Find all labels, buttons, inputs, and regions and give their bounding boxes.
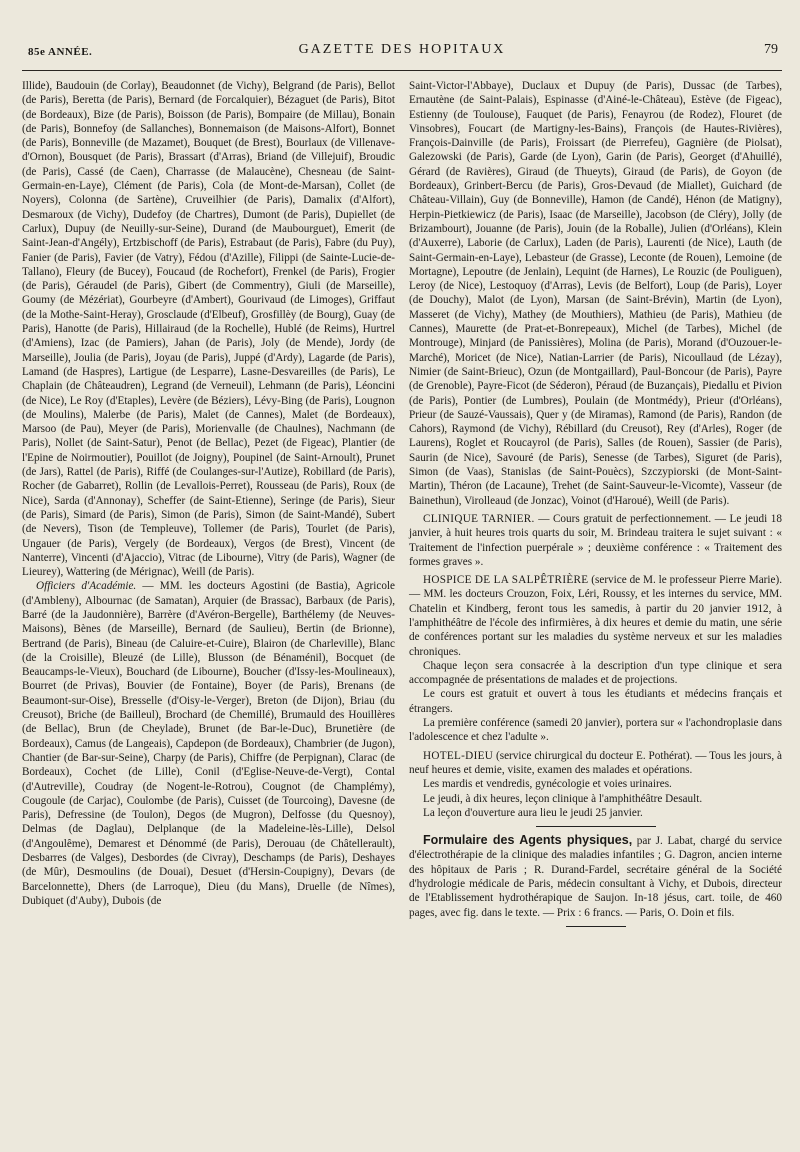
hotel-dieu-notice <box>409 749 782 778</box>
right-column <box>409 79 782 933</box>
hotel-dieu-text-3: Le jeudi, à dix heures, leçon clinique à l'amphithéâtre Desault. <box>423 792 703 805</box>
salpetriere-heading: HOSPICE DE LA SALPÊTRIÈRE <box>423 574 589 587</box>
hotel-dieu-text-2: Les mardis et vendredis, gynécologie et voies urinaires. <box>423 778 672 791</box>
salpetriere-notice <box>409 573 782 659</box>
officiers-continued: Saint-Victor-l'Abbaye), Duclaux et Dupuy (de Paris), Dussac (de Tarbes), Ernautène (de Saint-Palais), Espinasse (d'Ainé-le-Château), Estève (de Figeac), Estienny (de Toulouse), Fauquet (de Paris), Fenayrou (de Rodez), Flouret (de Vinsobres), Foucart (de Martigny-les-Bains), François (de Hautes-Rivières), François-Dainville (de Paris), Froissart (de Pierrefeu), Gagnière (de Piolsat), Galezowski (de Paris), Garde (de Lyon), Garin (de Paris), Georget (d'Ahuillé), Gérard (de Ravières), Giraud (de Thueyts), Giraud (de Paris), de Goyon (de Bordeaux), Grinbert-Bercu (de Paris), Gros-Devaud (de Miallet), Guichard (de Château-Villain), Guy (de Bonneville), Hamon (de Candé), Hénon (de Matigny), Herpin-Pietkiewicz (de Paris), Isaac (de Marseille), Jacobson (de Cléry), Jolly (de Brizambourt), Jouanne (de Paris), Jouin (de la Roballe), Julien (d'Orléans), Klein (d'Auxerre), Laborie (de Carlux), Laden (de Paris), Laurenti (de Nice), Lauth (de Saint-Germain-en-Laye), Lebasteur (de Grasse), Leconte (de Rouen), Lemoine (de Mortagne), Lepoutre (de Jenlain), Lequint (de Harnes), Le Rouzic (de Pouliguen), Leroy (de Nice), Lestoquoy (d'Arras), Levis (de Belfort), Loup (de Paris), Loyer (de Douchy), Malot (de Lyon), Marsan (de Saint-Brévin), Martin (de Lyon), Masseret (de Vichy), Mathey (de Mouthiers), Mathieu (de Paris), Mathieu (de Cannes), Maurette (de Prat-et-Bonrepeaux), Michel (de Tarbes), Michel (de Montrouge), Minjard (de Panissières), Molina (de Paris), Morand (d'Ouzouer-le-Marché), Moricet (de Nice), Natian-Larrier (de Paris), Nicoullaud (de Lézay), Nimier (de Saint-Brieuc), Ozun (de Montgaillard), Paul-Boncour (de Paris), Payre (de Grenoble), Payre-Ficot (de Séderon), Péraud (de Buzançais), Piedallu et Pivion (de Paris), Pontier (de Lumbres), Poulain (de Montmédy), Prieur (d'Orléans), Prieur (de Sauzé-Vaussais), Quer y (de Miramas), Ramond (de Paris), Randon (de Cahors), Raymond (de Vichy), Rébillard (du Creusot), Rey (d'Arles), Roger (de Laurens), Roglet et Roucayrol (de Paris), Salles (de Rouen), Sassier (de Paris), Saurin (de Nice), Savouré (de Paris), Senesse (de Tarbes), Siguret (de Paris), Simon (de Vaas), Stanislas (de Saint-Pouècs), Szczypiorski (de Mont-Saint-Martin), Théron (de Lacaune), Trehet (de Saint-Sauveur-le-Vicomte), Vasseur (de Bainethun), Virolleaud (de Jonzac), Voinot (d'Haroué), Weill (de Paris). <box>409 80 782 507</box>
section-divider <box>536 826 656 827</box>
salpetriere-text-4: La première conférence (samedi 20 janvier), portera sur « l'achondroplasie dans l'adolescence et chez l'adulte ». <box>409 717 782 744</box>
officiers-paragraph <box>22 579 395 908</box>
hotel-dieu-text-4: La leçon d'ouverture aura lieu le jeudi 25 janvier. <box>423 806 643 819</box>
formulaire-heading: Formulaire des Agents physiques, <box>423 833 633 848</box>
page-number: 79 <box>764 42 778 57</box>
text-columns <box>22 79 782 933</box>
officiers-list: — MM. les docteurs Agostini (de Bastia), Agricole (d'Ambleny), Albournac (de Samatan), Arquier (de Brassac), Barbaux (de Paris), Barré (de la Jaudonnière), Barrère (d'Avéron-Bergelle), Barthélemy (de Neuves-Maisons), Bènes (de Marseille), Bernard (de Saulieu), Bertin (de Brionne), Bertrand (de Paris), Bineau (de Caluire-et-Cuire), Blairon (de Charleville), Blanc (de la Croisille), Bleuzé (de Lille), Blusson (de Bénaménil), Bocquet (de Beaucamps-le-Vieux), Bouchard (de Libourne), Boucher (d'Issy-les-Moulineaux), Bourret (de Privas), Bouvier (de Fontaine), Boyer (de Paris), Brenans (de Beaumont-sur-Oise), Bresselle (d'Oisy-le-Verger), Breton (de Dijon), Briau (du Creusot), Briche (de Bailleul), Brochard (de Chemillé), Brumauld des Houillères (de Bellac), Brun (de Cheylade), Brunet (de Bar-le-Duc), Brunetière (de Bordeaux), Camus (de Langeais), Capdepon (de Bordeaux), Chambrier (de Jugon), Chantier (de Bar-sur-Seine), Charpy (de Paris), Chiffre (de Perpignan), Clarac (de Bordeaux), Cochet (de Lille), Conil (d'Eglise-Neuve-de-Vergt), Contal (d'Autreville), Coudray (de Nogent-le-Rotrou), Cougnot (de Champlémy), Cougoule (de Carjac), Coulombe (de Paris), Cuisset (de Tourcoing), Davesne (de Paris), Defressine (de Toulon), Degos (de Mugron), Delfosse (du Quesnoy), Delmas (de Daglau), Delplanque (de la Madeleine-lès-Lille), Delsol (d'Angoulême), Demarest et Dénommé (de Paris), Derouau (de Châtellerault), Desbarres (de Valges), Desbordes (de Civray), Deschamps (de Paris), Deshayes (de Mûr), Desmoulins (de Douai), Desuet (d'Hersin-Coupigny), Devars (de Barcelonnette), Dhers (de Larroque), Dieu (du Mans), Druelle (de Nîmes), Dubiquet (d'Auby), Dubois (de <box>22 580 395 907</box>
clinique-tarnier-heading: CLINIQUE TARNIER. <box>423 512 535 525</box>
clinique-tarnier-text: — Cours gratuit de perfectionnement. — Le jeudi 18 janvier, à huit heures trois quarts du soir, M. Brindeau traitera le sujet suivant : « Traitement de l'infection puerpérale » ; deuxième conférence : « Traitement des formes graves ». <box>409 512 782 568</box>
salpetriere-text-1: (service de M. le professeur Pierre Marie). — MM. les docteurs Crouzon, Foix, Léri, Roussy, et les internes du service, MM. Chatelin et Kindberg, feront tous les samedis, à partir du 20 janvier 1912, à l'amphithéâtre de l'école des infirmières, à dix heures et demie du matin, une série de conférences portant sur les maladies du système nerveux et sur les maladies chroniques. <box>409 574 782 658</box>
hotel-dieu-text-1: (service chirurgical du docteur E. Pothérat). — Tous les jours, à neuf heures et demie, visite, examen des malades et opérations. <box>409 749 782 776</box>
end-divider <box>566 926 626 927</box>
hotel-dieu-heading: HOTEL-DIEU <box>423 749 494 762</box>
page-header <box>22 32 782 71</box>
formulaire-text: par J. Labat, chargé du service d'électrothérapie de la clinique des maladies infantiles ; G. Dagron, ancien interne des hôpitaux de Paris ; R. Durand-Fardel, secrétaire général de la Société d'hydrologie médicale de Paris, médecin consultant à Vichy, et Dubois, directeur de l'Etablissement hydrothérapique de Saujon. In-18 jésus, cart. toile, de 460 pages, avec fig. dans le texte. — Prix : 6 francs. — Paris, O. Doin et fils. <box>409 835 782 919</box>
salpetriere-text-2: Chaque leçon sera consacrée à la description d'un type clinique et sera accompagnée de présentations de malades et de projections. <box>409 659 782 687</box>
chevaliers-list: Illide), Baudouin (de Corlay), Beaudonnet (de Vichy), Belgrand (de Paris), Bellot (de Paris), Beretta (de Paris), Bernard (de Forcalquier), Bézaguet (de Paris), Bitot (de Bordeaux), Bize (de Paris), Boisson (de Paris), Bompaire (de Millau), Bonain (de Paris), Bonnefoy (de Sallanches), Bonnemaison (de Maisons-Alfort), Bonnet (de Paris), Bonneville (de Mazamet), Bouquet (de Brest), Bourlaux (de Villenave-d'Ornon), Bousquet (de Paris), Brassart (d'Arras), Briand (de Villejuif), Broudic (de Paris), Cassé (de Caen), Charrasse (de Malaucène), Chesneau (de Saint-Germain-en-Laye), Clément (de Paris), Cola (de Mont-de-Marsan), Collet (de Noyers), Colonna (de Sartène), Cruveilhier (de Paris), Damalix (d'Alfort), Desmaroux (de Vichy), Dudefoy (de Chartres), Dumont (de Paris), Dupiellet (de Carlux), Dupuy (de Neuilly-sur-Seine), Durand (de Maubourguet), Emerit (de Saint-Jean-d'Angély), Ertzbischoff (de Paris), Estrabaut (de Paris), Fabre (du Puy), Fanier (de Paris), Favier (de Vatry), Fédou (d'Azille), Filippi (de Sainte-Lucie-de-Tallano), Fleury (de Bucey), Foucaud (de Rochefort), Frenkel (de Paris), Frogier (de Paris), Géraudel (de Paris), Gibert (de Commentry), Giuli (de Marseille), Goumy (de Mézériat), Gourbeyre (d'Ambert), Gourivaud (de Limoges), Griffaut (de la Mothe-Saint-Heray), Grosclaude (d'Elbeuf), Grosfillèy (de Bourg), Guay (de Paris), Hanotte (de Paris), Hillairaud (de la Rochelle), Hublé (de Reims), Hurtrel (d'Amiens), Izac (de Pamiers), Jahan (de Paris), Joly (de Mende), Jordy (de Marseille), Joulia (de Paris), Joyau (de Paris), Juppé (d'Ardy), Lagarde (de Paris), Lamand (de Haspres), Lartigue (de Lesparre), Lasne-Desvareilles (de Paris), Le Chaplain (de Châteaudren), Legrand (de Verneuil), Lehmann (de Paris), Léoncini (de Nice), Le Roy (d'Etaples), Levère (de Béziers), Lévy-Bing (de Paris), Lougnon (de Moulins), Malerbe (de Paris), Malet (de Cannes), Malet (de Bordeaux), Marsoo (de Pau), Meyer (de Paris), Morienvalle (de Chaulnes), Nachmann (de Paris), Nollet (de Saint-Satur), Penot (de Bellac), Pezet (de Figeac), Plantier (de l'Epine de Noirmoutier), Pouillot (de Joigny), Poupinel (de Saint-Arnoult), Prunet (de Jars), Rattel (de Paris), Riffé (de Coulanges-sur-l'Autize), Robillard (de Paris), Rocher (de Gabarret), Rollin (de Levallois-Perret), Rousseau (de Paris), Roux (de Nice), Sarda (d'Annonay), Scheffer (de Saint-Etienne), Seringe (de Paris), Sieur (de Paris), Simard (de Paris), Simon (de Paris), Simon (de Saint-Mandé), Subert (de Nevers), Tison (de Templeuve), Tollemer (de Paris), Tourlet (de Paris), Ungauer (de Paris), Vergely (de Bordeaux), Vergos (de Brest), Vincent (de Nanterre), Vincenti (d'Ajaccio), Vitrac (de Libourne), Vitry (de Paris), Wagner (de Lieurey), Wattering (de Mérignac), Weill (de Paris). <box>22 80 395 579</box>
clinique-tarnier-notice <box>409 512 782 569</box>
salpetriere-text-3: Le cours est gratuit et ouvert à tous les étudiants et médecins français et étrangers. <box>409 688 782 715</box>
issue-year: 85e ANNÉE. <box>28 46 93 58</box>
formulaire-notice <box>409 833 782 920</box>
left-column <box>22 79 395 933</box>
journal-title: GAZETTE DES HOPITAUX <box>298 42 506 57</box>
officiers-heading: Officiers d'Académie. <box>36 580 137 593</box>
